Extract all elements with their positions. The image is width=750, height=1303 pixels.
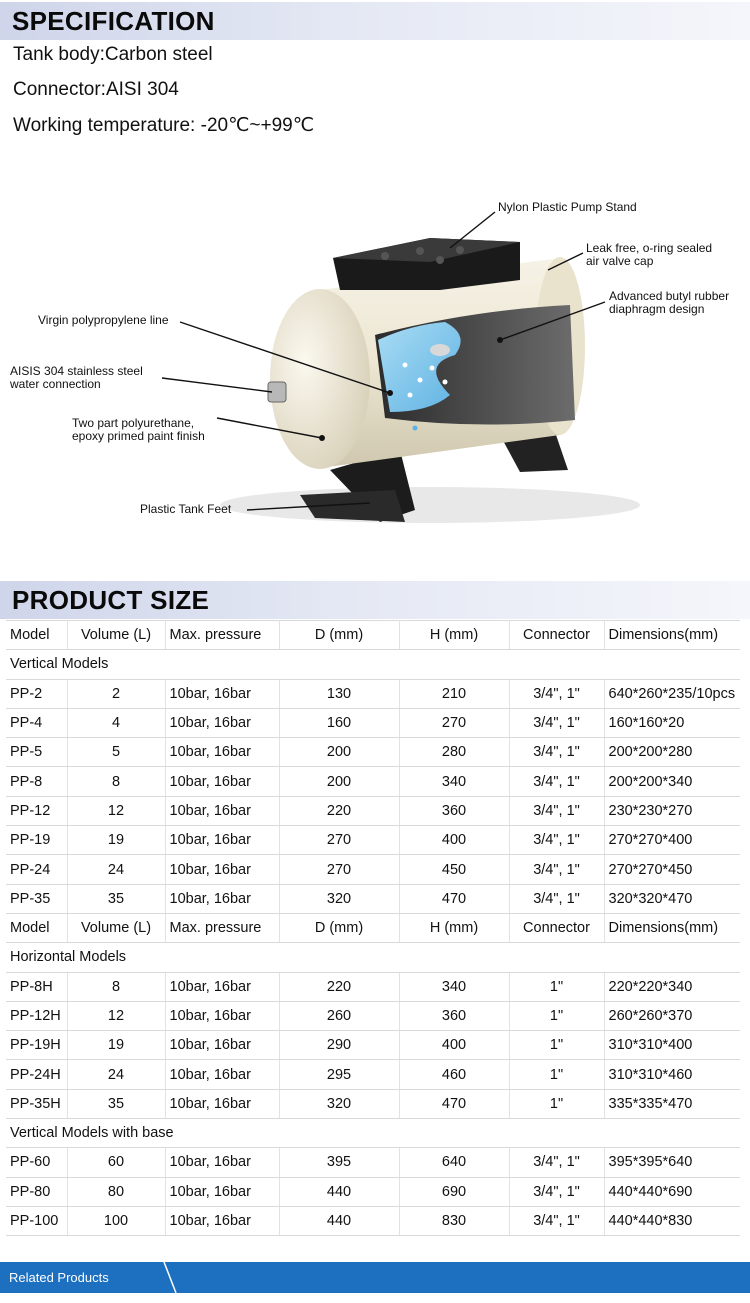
table-cell: 220*220*340: [604, 972, 740, 1001]
table-row: [6, 796, 740, 825]
table-cell: 460: [399, 1060, 509, 1089]
related-products-label[interactable]: Related Products: [9, 1270, 109, 1285]
table-row: [6, 855, 740, 884]
table-cell: 10bar, 16bar: [165, 1031, 279, 1060]
table-cell: 280: [399, 738, 509, 767]
callout-water-connection-line1: AISIS 304 stainless steel: [10, 364, 143, 378]
table-cell: PP-24: [6, 855, 67, 884]
product-size-title: PRODUCT SIZE: [12, 585, 210, 615]
table-cell: 10bar, 16bar: [165, 767, 279, 796]
callout-liner: Virgin polypropylene line: [38, 313, 169, 327]
table-cell: 440*440*830: [604, 1206, 740, 1235]
callout-diaphragm: [609, 290, 729, 316]
table-cell: 270: [279, 826, 399, 855]
product-size-header: [0, 581, 750, 619]
table-cell: 320: [279, 884, 399, 913]
spec-working-temperature: Working temperature: -20℃~+99℃: [13, 115, 315, 136]
table-cell: 3/4", 1": [509, 679, 604, 708]
callout-water-connection-line2: water connection: [10, 377, 101, 391]
table-row: [6, 972, 740, 1001]
table-cell: 310*310*400: [604, 1031, 740, 1060]
spec-connector: Connector:AISI 304: [13, 79, 179, 100]
callout-paint-line2: epoxy primed paint finish: [72, 429, 205, 443]
table-cell: 440: [279, 1206, 399, 1235]
table-cell: 260*260*370: [604, 1001, 740, 1030]
table-header-row: [6, 913, 740, 942]
table-cell: 470: [399, 884, 509, 913]
table-cell: 100: [67, 1206, 165, 1235]
column-header: H (mm): [399, 913, 509, 942]
table-cell: PP-35H: [6, 1089, 67, 1118]
column-header: D (mm): [279, 621, 399, 650]
table-cell: PP-80: [6, 1177, 67, 1206]
table-cell: PP-8H: [6, 972, 67, 1001]
spec-tank-body: Tank body:Carbon steel: [13, 44, 213, 65]
table-row: [6, 1089, 740, 1118]
table-cell: PP-8: [6, 767, 67, 796]
table-cell: 19: [67, 1031, 165, 1060]
callout-diaphragm-line2: diaphragm design: [609, 302, 705, 316]
table-cell: 35: [67, 884, 165, 913]
table-cell: 10bar, 16bar: [165, 1060, 279, 1089]
diaphragm-port: [430, 344, 450, 356]
table-row: [6, 738, 740, 767]
table-cell: PP-2: [6, 679, 67, 708]
group-label: Horizontal Models: [6, 943, 740, 972]
table-cell: 3/4", 1": [509, 855, 604, 884]
callout-valve-cap: [586, 242, 712, 268]
column-header: Connector: [509, 913, 604, 942]
table-header-row: [6, 621, 740, 650]
group-label: Vertical Models: [6, 650, 740, 679]
callout-paint-line1: Two part polyurethane,: [72, 416, 195, 430]
table-row: [6, 679, 740, 708]
table-cell: PP-24H: [6, 1060, 67, 1089]
table-cell: 220: [279, 972, 399, 1001]
table-cell: 10bar, 16bar: [165, 738, 279, 767]
table-cell: 160*160*20: [604, 708, 740, 737]
table-cell: 10bar, 16bar: [165, 1206, 279, 1235]
table-cell: 200*200*340: [604, 767, 740, 796]
table-cell: 3/4", 1": [509, 884, 604, 913]
tank-shadow: [220, 487, 640, 523]
table-cell: PP-4: [6, 708, 67, 737]
table-cell: 3/4", 1": [509, 1177, 604, 1206]
table-cell: 130: [279, 679, 399, 708]
table-cell: 80: [67, 1177, 165, 1206]
specification-title: SPECIFICATION: [12, 6, 215, 36]
column-header: Model: [6, 913, 67, 942]
table-cell: 220: [279, 796, 399, 825]
table-cell: 395: [279, 1148, 399, 1177]
table-cell: PP-5: [6, 738, 67, 767]
table-cell: 290: [279, 1031, 399, 1060]
table-cell: 200: [279, 738, 399, 767]
table-cell: 200: [279, 767, 399, 796]
table-cell: 10bar, 16bar: [165, 826, 279, 855]
table-cell: 395*395*640: [604, 1148, 740, 1177]
table-cell: 10bar, 16bar: [165, 1148, 279, 1177]
table-cell: 160: [279, 708, 399, 737]
table-cell: 360: [399, 1001, 509, 1030]
column-header: Dimensions(mm): [604, 913, 740, 942]
table-cell: 335*335*470: [604, 1089, 740, 1118]
tank-illustration: [0, 150, 750, 575]
table-cell: 640*260*235/10pcs: [604, 679, 740, 708]
specification-header: [0, 2, 750, 40]
table-cell: PP-19H: [6, 1031, 67, 1060]
table-cell: 3/4", 1": [509, 738, 604, 767]
table-cell: 440: [279, 1177, 399, 1206]
table-cell: 260: [279, 1001, 399, 1030]
table-cell: 210: [399, 679, 509, 708]
table-cell: 24: [67, 1060, 165, 1089]
table-cell: 3/4", 1": [509, 1148, 604, 1177]
column-header: Dimensions(mm): [604, 621, 740, 650]
related-products-bar[interactable]: [0, 1262, 750, 1293]
table-cell: 10bar, 16bar: [165, 796, 279, 825]
table-cell: 3/4", 1": [509, 826, 604, 855]
table-row: [6, 1177, 740, 1206]
table-cell: 270*270*400: [604, 826, 740, 855]
table-cell: 3/4", 1": [509, 767, 604, 796]
table-cell: 3/4", 1": [509, 1206, 604, 1235]
table-cell: 35: [67, 1089, 165, 1118]
table-cell: 400: [399, 826, 509, 855]
table-cell: 470: [399, 1089, 509, 1118]
table-cell: 270: [399, 708, 509, 737]
table-row: [6, 1148, 740, 1177]
table-cell: 320*320*470: [604, 884, 740, 913]
table-cell: PP-12: [6, 796, 67, 825]
table-cell: 640: [399, 1148, 509, 1177]
slash-divider-icon: [150, 1262, 190, 1293]
table-cell: PP-60: [6, 1148, 67, 1177]
table-cell: 450: [399, 855, 509, 884]
table-cell: 230*230*270: [604, 796, 740, 825]
table-cell: 200*200*280: [604, 738, 740, 767]
group-label: Vertical Models with base: [6, 1119, 740, 1148]
table-cell: 690: [399, 1177, 509, 1206]
table-row: [6, 1001, 740, 1030]
table-cell: 295: [279, 1060, 399, 1089]
tank-diagram: [0, 150, 750, 575]
table-row: [6, 1060, 740, 1089]
callout-pump-stand: Nylon Plastic Pump Stand: [498, 200, 637, 214]
table-row: [6, 826, 740, 855]
table-cell: 340: [399, 767, 509, 796]
table-cell: 1": [509, 1089, 604, 1118]
column-header: Model: [6, 621, 67, 650]
column-header: Volume (L): [67, 913, 165, 942]
table-cell: 8: [67, 767, 165, 796]
product-size-table: [6, 620, 740, 1236]
table-cell: 3/4", 1": [509, 708, 604, 737]
table-cell: 12: [67, 1001, 165, 1030]
table-cell: 270*270*450: [604, 855, 740, 884]
table-cell: 5: [67, 738, 165, 767]
table-cell: 320: [279, 1089, 399, 1118]
callout-feet: Plastic Tank Feet: [140, 502, 232, 516]
table-cell: 1": [509, 1001, 604, 1030]
table-cell: 10bar, 16bar: [165, 972, 279, 1001]
table-cell: PP-12H: [6, 1001, 67, 1030]
table-row: [6, 1031, 740, 1060]
column-header: Volume (L): [67, 621, 165, 650]
table-cell: 270: [279, 855, 399, 884]
table-row: [6, 767, 740, 796]
table-cell: 10bar, 16bar: [165, 1089, 279, 1118]
group-row: [6, 650, 740, 679]
callout-valve-cap-line2: air valve cap: [586, 254, 654, 268]
table-cell: 340: [399, 972, 509, 1001]
table-cell: 360: [399, 796, 509, 825]
table-cell: 12: [67, 796, 165, 825]
callout-paint: [72, 417, 205, 443]
table-cell: PP-19: [6, 826, 67, 855]
table-cell: 10bar, 16bar: [165, 855, 279, 884]
tank-end-cap: [270, 289, 370, 469]
table-row: [6, 708, 740, 737]
table-cell: 830: [399, 1206, 509, 1235]
table-cell: PP-35: [6, 884, 67, 913]
table-row: [6, 1206, 740, 1235]
column-header: D (mm): [279, 913, 399, 942]
callout-water-connection: [10, 365, 143, 391]
table-cell: 10bar, 16bar: [165, 1001, 279, 1030]
table-row: [6, 884, 740, 913]
table-cell: 10bar, 16bar: [165, 1177, 279, 1206]
table-cell: 400: [399, 1031, 509, 1060]
table-cell: 3/4", 1": [509, 796, 604, 825]
table-cell: 19: [67, 826, 165, 855]
table-cell: 10bar, 16bar: [165, 679, 279, 708]
column-header: Connector: [509, 621, 604, 650]
table-cell: 10bar, 16bar: [165, 884, 279, 913]
table-cell: 4: [67, 708, 165, 737]
table-cell: 1": [509, 1031, 604, 1060]
table-cell: 1": [509, 1060, 604, 1089]
table-cell: 2: [67, 679, 165, 708]
column-header: Max. pressure: [165, 621, 279, 650]
table-cell: 310*310*460: [604, 1060, 740, 1089]
table-cell: 8: [67, 972, 165, 1001]
table-cell: PP-100: [6, 1206, 67, 1235]
table-cell: 60: [67, 1148, 165, 1177]
callout-diaphragm-line1: Advanced butyl rubber: [609, 289, 730, 303]
callout-valve-cap-line1: Leak free, o-ring sealed: [586, 241, 713, 255]
table-cell: 10bar, 16bar: [165, 708, 279, 737]
column-header: H (mm): [399, 621, 509, 650]
table-cell: 440*440*690: [604, 1177, 740, 1206]
column-header: Max. pressure: [165, 913, 279, 942]
table-cell: 24: [67, 855, 165, 884]
group-row: [6, 1119, 740, 1148]
group-row: [6, 943, 740, 972]
table-cell: 1": [509, 972, 604, 1001]
